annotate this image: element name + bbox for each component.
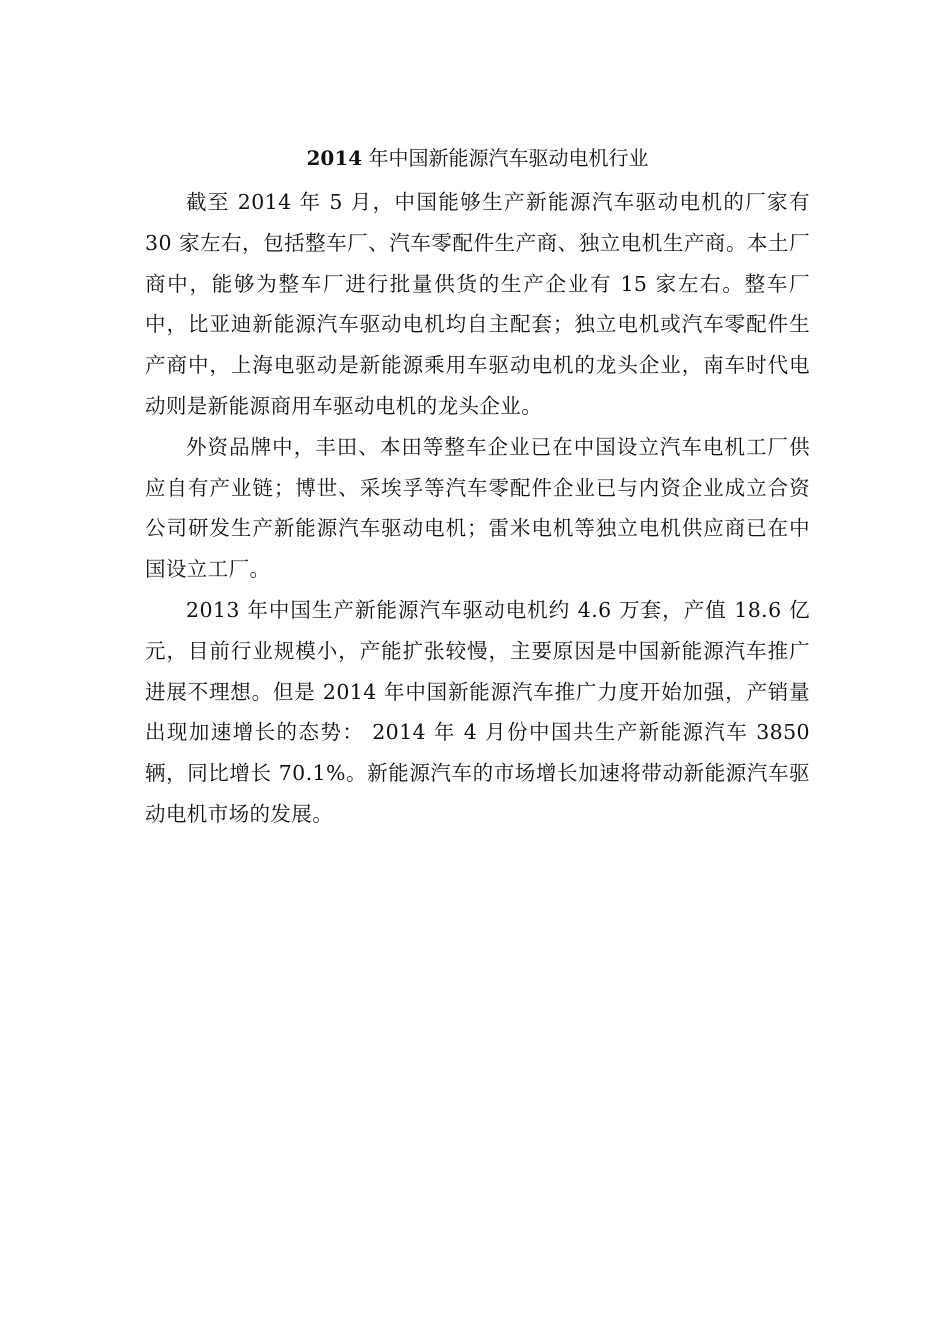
title-text: 年中国新能源汽车驱动电机行业 (362, 146, 649, 170)
paragraph-3: 2013 年中国生产新能源汽车驱动电机约 4.6 万套，产值 18.6 亿元，目前行业规模小，产能扩张较慢，主要原因是中国新能源汽车推广进展不理想。但是 2014 年中国新能源汽车推广力度开始加强，产销量出现加速增长的态势： 2014 年 4 月份中国共生产新能源汽车 3850 辆，同比增长 70.1%。新能源汽车的市场增长加速将带动新能源汽车驱动电机市场的发展。 (145, 597, 810, 826)
paragraph-2: 外资品牌中，丰田、本田等整车企业已在中国设立汽车电机工厂供应自有产业链；博世、采埃孚等汽车零配件企业已与内资企业成立合资公司研发生产新能源汽车驱动电机；雷米电机等独立电机供应商已在中国设立工厂。 (145, 434, 810, 582)
document-page (145, 140, 810, 835)
paragraph-1: 截至 2014 年 5 月，中国能够生产新能源汽车驱动电机的厂家有 30 家左右，包括整车厂、汽车零配件生产商、独立电机生产商。本土厂商中，能够为整车厂进行批量供货的生产企业有 15 家左右。整车厂中，比亚迪新能源汽车驱动电机均自主配套；独立电机或汽车零配件生产商中，上海电驱动是新能源乘用车驱动电机的龙头企业，南车时代电动则是新能源商用车驱动电机的龙头企业。 (145, 190, 810, 418)
document-title (145, 140, 810, 176)
title-year: 2014 (306, 146, 363, 170)
